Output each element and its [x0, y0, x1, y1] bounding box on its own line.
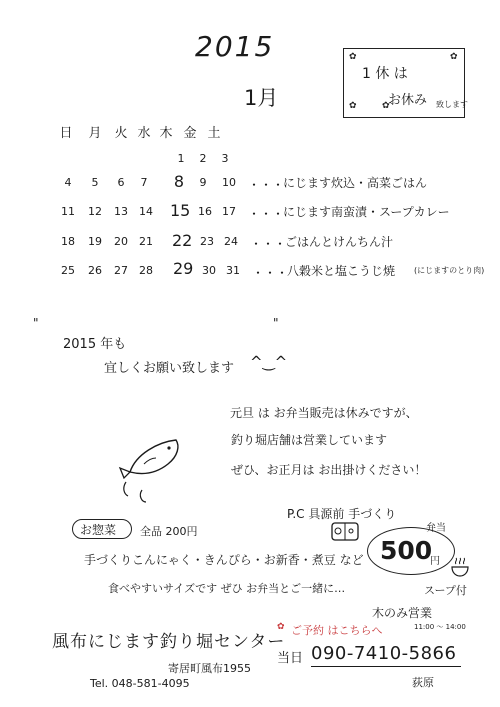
day-cell: 16: [198, 205, 212, 218]
day-cell: 27: [114, 264, 128, 277]
reservation-note: ご予約 はこちらへ: [291, 624, 383, 637]
weekday-sun: 日: [59, 126, 73, 141]
day-cell: 6: [117, 176, 125, 189]
day-cell-thursday: 15: [170, 201, 191, 220]
menu-dots: ・・・: [252, 266, 289, 280]
bento-hours: 11:00 ～ 14:00: [414, 623, 466, 631]
shop-address: 寄居町風布1955: [168, 662, 251, 675]
menu-item-15: にじます南蛮漬・スープカレー: [283, 205, 450, 219]
notice-line3: 致します: [436, 100, 468, 109]
weekday-mon: 月: [88, 126, 102, 141]
menu-item-29-note: (にじますのとり肉): [414, 266, 485, 275]
day-cell: 23: [200, 235, 214, 248]
day-cell: 2: [199, 152, 207, 165]
greeting-line2: 宜しくお願い致します: [104, 361, 235, 376]
sparkle-icon: ✿: [277, 622, 285, 632]
shop-tel: Tel. 048-581-4095: [90, 677, 190, 690]
shop-name: 風布にじます釣り堀センター: [52, 632, 286, 652]
menu-item-22: ごはんとけんちん汁: [285, 235, 394, 249]
sozai-label: お惣菜: [80, 523, 117, 537]
notice-line2: お休み: [388, 93, 428, 108]
day-cell: 12: [88, 205, 102, 218]
bento-price: 500: [380, 536, 433, 565]
menu-dots: ・・・: [248, 207, 285, 221]
menu-dots: ・・・: [248, 178, 285, 192]
bento-thursday: 木のみ営業: [372, 606, 433, 620]
weekday-thu: 木: [159, 126, 173, 141]
day-cell: 13: [114, 205, 128, 218]
bento-price-unit: 円: [430, 556, 440, 567]
weekday-sat: 土: [207, 126, 221, 141]
quote-open: ": [33, 316, 39, 330]
bento-box-icon: [330, 520, 362, 544]
reservation-phone: 090-7410-5866: [311, 643, 457, 664]
info-line1: 元旦 は お弁当販売は休みですが、: [230, 406, 418, 420]
weekday-tue: 火: [114, 126, 128, 141]
month-title: 1月: [244, 86, 279, 110]
notice-line1: 1 休 は: [362, 66, 408, 82]
day-cell: 10: [222, 176, 236, 189]
reservation-person: 荻原: [412, 676, 434, 689]
bento-label: 弁当: [426, 523, 446, 534]
weekday-fri: 金: [183, 126, 197, 141]
menu-item-29: 八穀米と塩こうじ焼: [287, 264, 396, 278]
day-cell: 20: [114, 235, 128, 248]
day-cell-thursday: 22: [172, 231, 193, 250]
reservation-prefix: 当日: [277, 651, 304, 666]
day-cell: 7: [140, 176, 148, 189]
bento-soup: スープ付: [424, 584, 467, 597]
day-cell: 4: [64, 176, 72, 189]
flower-icon: ✿: [349, 101, 357, 111]
day-cell: 19: [88, 235, 102, 248]
day-cell: 17: [222, 205, 236, 218]
day-cell: 30: [202, 264, 216, 277]
info-line2: 釣り堀店舗は営業しています: [231, 433, 388, 447]
year-title: 2015: [195, 30, 275, 63]
smile-icon: ^‿^: [250, 353, 288, 371]
day-cell-thursday: 8: [173, 172, 185, 191]
flower-icon: ✿: [382, 101, 390, 111]
sozai-note: 食べやすいサイズです ぜひ お弁当とご一緒に…: [108, 582, 346, 595]
day-cell: 9: [199, 176, 207, 189]
menu-dots: ・・・: [250, 237, 287, 251]
day-cell: 25: [61, 264, 75, 277]
day-cell: 24: [224, 235, 238, 248]
day-cell: 3: [221, 152, 229, 165]
calendar: [0, 0, 500, 300]
sozai-price: 全品 200円: [140, 525, 198, 538]
weekday-wed: 水: [137, 126, 151, 141]
day-cell-thursday: 29: [173, 259, 194, 278]
day-cell: 11: [61, 205, 75, 218]
info-line3: ぜひ、お正月は お出掛けください！: [231, 463, 427, 477]
flower-icon: ✿: [450, 52, 458, 62]
quote-close: ": [273, 316, 279, 330]
day-cell: 14: [139, 205, 153, 218]
day-cell: 1: [177, 152, 185, 165]
fish-icon: [108, 424, 188, 514]
day-cell: 18: [61, 235, 75, 248]
day-cell: 28: [139, 264, 153, 277]
flower-icon: ✿: [349, 52, 357, 62]
day-cell: 21: [139, 235, 153, 248]
steaming-bowl-icon: [448, 557, 472, 579]
phone-underline: [311, 666, 461, 667]
sozai-items: 手づくりこんにゃく・きんぴら・お新香・煮豆 など: [84, 553, 364, 567]
day-cell: 5: [91, 176, 99, 189]
greeting-line1: 2015 年も: [63, 337, 127, 352]
menu-item-8: にじます炊込・高菜ごはん: [283, 176, 428, 190]
day-cell: 26: [88, 264, 102, 277]
bento-title: P.C 具源前 手づくり: [287, 507, 397, 521]
day-cell: 31: [226, 264, 240, 277]
